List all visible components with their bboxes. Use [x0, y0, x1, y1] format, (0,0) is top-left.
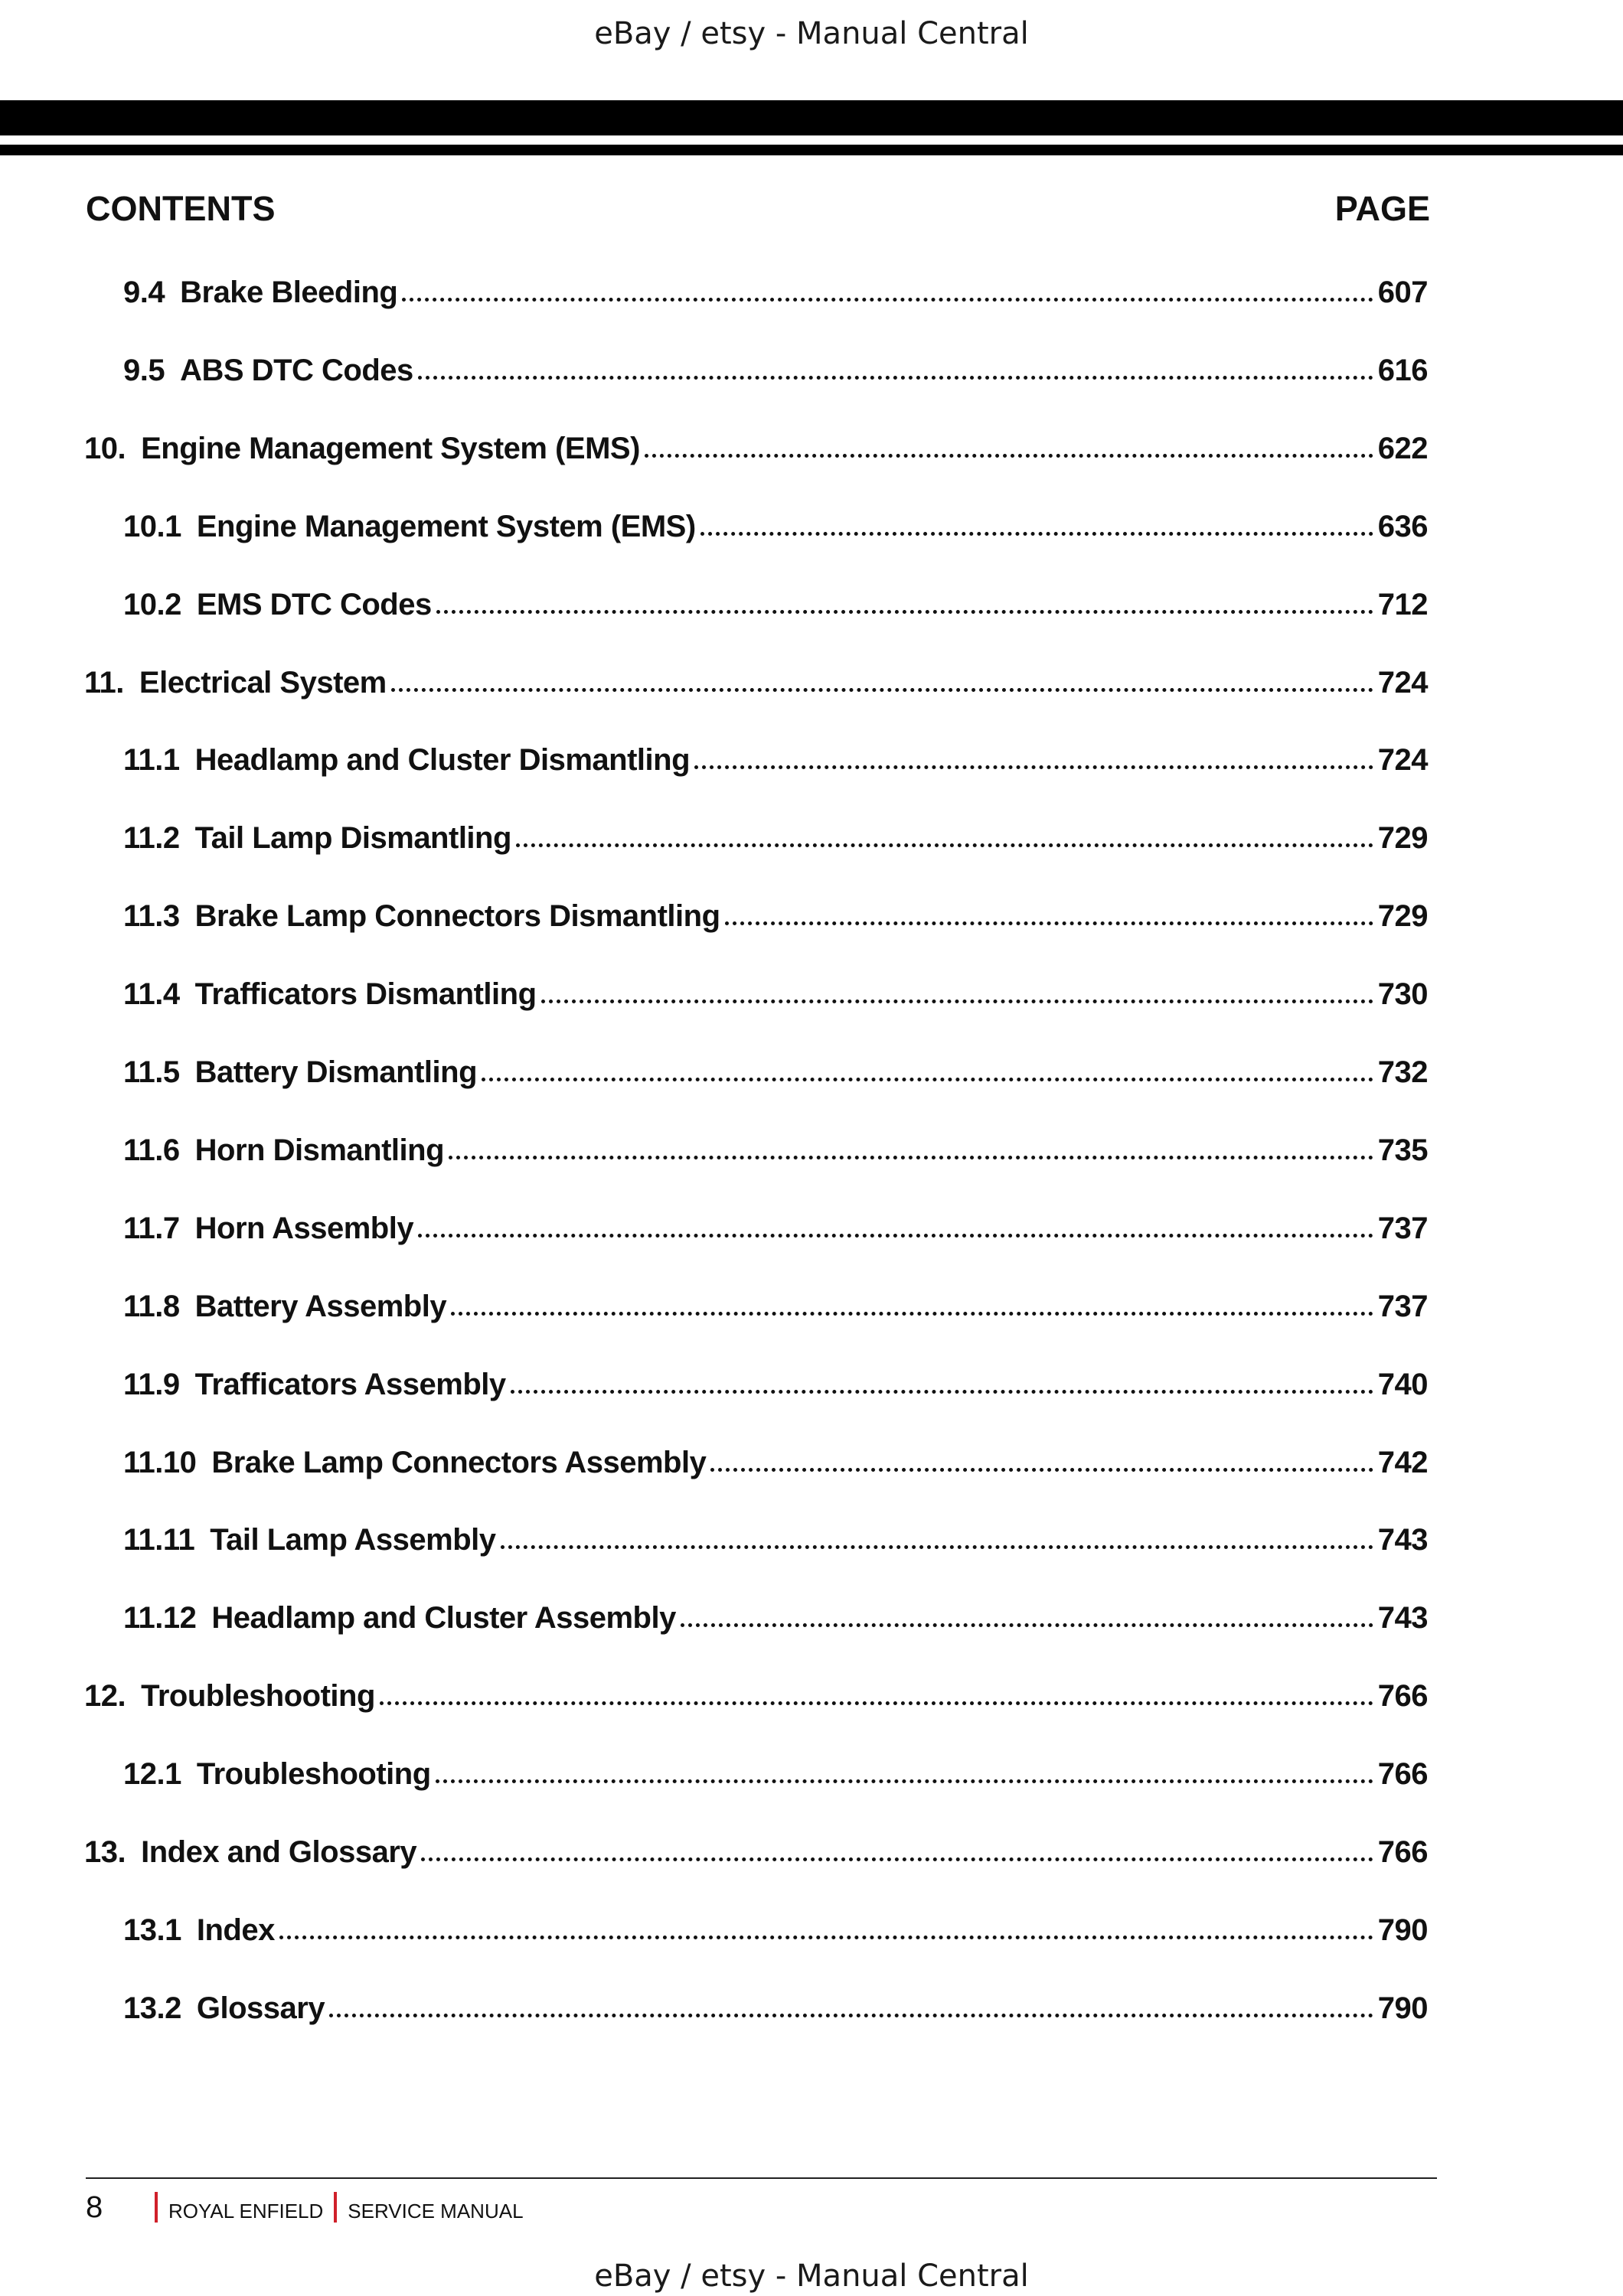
- toc-entry-number: 9.4: [123, 276, 165, 309]
- toc-entry-number: 11.8: [123, 1290, 180, 1323]
- contents-label: CONTENTS: [86, 189, 276, 228]
- toc-entry-title: Battery Dismantling: [194, 1055, 478, 1089]
- toc-entry-number: 11.10: [123, 1446, 197, 1479]
- toc-entry[interactable]: [84, 421, 1428, 464]
- toc-entry-page: 790: [1377, 1913, 1428, 1947]
- toc-entry-number: 10.1: [123, 510, 181, 543]
- toc-entry-number: 11.1: [123, 743, 180, 777]
- toc-entry-number: 11.3: [123, 899, 180, 933]
- toc-entry[interactable]: [123, 1435, 1428, 1478]
- toc-entry-page: 607: [1377, 276, 1428, 309]
- toc-entry-page: 732: [1377, 1055, 1428, 1089]
- toc-entry-title: Index: [196, 1913, 275, 1947]
- toc-entry-title: Tail Lamp Assembly: [210, 1523, 496, 1557]
- footer-page-number: 8: [86, 2190, 103, 2224]
- toc-leader-dots: [391, 685, 1373, 692]
- toc-entry-title: Brake Bleeding: [180, 276, 398, 309]
- toc-entry[interactable]: [123, 967, 1428, 1009]
- toc-entry-title: Electrical System: [139, 666, 387, 700]
- toc-entry-page: 790: [1377, 1991, 1428, 2025]
- toc-entry-title: Index and Glossary: [141, 1835, 417, 1869]
- toc-entry-number: 13.: [84, 1835, 126, 1869]
- toc-entry-page: 712: [1377, 588, 1428, 621]
- toc-entry[interactable]: [123, 265, 1428, 308]
- toc-entry-page: 616: [1377, 354, 1428, 387]
- toc-entry-title: Horn Dismantling: [194, 1133, 444, 1167]
- toc-leader-dots: [501, 1542, 1373, 1549]
- toc-entry[interactable]: [84, 1825, 1428, 1867]
- toc-entry[interactable]: [123, 1045, 1428, 1088]
- toc-entry[interactable]: [123, 810, 1428, 853]
- page-label: PAGE: [1334, 189, 1430, 228]
- toc-entry[interactable]: [123, 1903, 1428, 1945]
- toc-leader-dots: [694, 762, 1373, 769]
- toc-leader-dots: [380, 1698, 1373, 1705]
- toc-entry-title: ABS DTC Codes: [180, 354, 413, 387]
- toc-leader-dots: [511, 1387, 1373, 1394]
- toc-entry[interactable]: [123, 1357, 1428, 1400]
- toc-entry-number: 11.: [84, 666, 124, 700]
- watermark-top: eBay / etsy - Manual Central: [594, 16, 1029, 51]
- toc-leader-dots: [329, 2011, 1373, 2017]
- toc-entry-title: Engine Management System (EMS): [196, 510, 696, 543]
- watermark-bottom: eBay / etsy - Manual Central: [594, 2258, 1029, 2294]
- toc-leader-dots: [482, 1075, 1373, 1081]
- toc-entry-title: Troubleshooting: [141, 1679, 375, 1713]
- toc-leader-dots: [516, 840, 1373, 847]
- toc-entry[interactable]: [84, 1668, 1428, 1711]
- toc-entry-page: 735: [1377, 1133, 1428, 1167]
- toc-entry[interactable]: [123, 1981, 1428, 2024]
- toc-entry[interactable]: [123, 1279, 1428, 1322]
- footer-doc-type: SERVICE MANUAL: [348, 2200, 524, 2223]
- toc-leader-dots: [436, 1776, 1373, 1783]
- header-bar-thick: [0, 100, 1623, 135]
- toc-entry-page: 729: [1377, 821, 1428, 855]
- toc-entry-title: Trafficators Assembly: [194, 1368, 506, 1401]
- toc-entry-title: Brake Lamp Connectors Assembly: [211, 1446, 707, 1479]
- toc-entry-number: 11.7: [123, 1212, 180, 1245]
- toc-entry-number: 13.1: [123, 1913, 181, 1947]
- toc-leader-dots: [710, 1465, 1373, 1472]
- toc-entry-number: 10.: [84, 432, 126, 465]
- contents-header: [86, 191, 1430, 226]
- toc-entry-page: 730: [1377, 977, 1428, 1011]
- toc-entry[interactable]: [123, 343, 1428, 386]
- toc-entry[interactable]: [123, 1512, 1428, 1555]
- toc-entry-title: Engine Management System (EMS): [141, 432, 640, 465]
- toc-entry[interactable]: [84, 655, 1428, 698]
- toc-leader-dots: [541, 996, 1373, 1003]
- toc-entry-title: Glossary: [196, 1991, 325, 2025]
- toc-entry-number: 11.6: [123, 1133, 180, 1167]
- toc-entry-title: Trafficators Dismantling: [194, 977, 537, 1011]
- toc-leader-dots: [449, 1153, 1373, 1159]
- toc-entry-number: 13.2: [123, 1991, 181, 2025]
- page-footer: [86, 2184, 534, 2223]
- toc-entry-number: 11.12: [123, 1601, 197, 1635]
- toc-leader-dots: [645, 451, 1373, 458]
- toc-entry-page: 737: [1377, 1212, 1428, 1245]
- toc-entry-page: 737: [1377, 1290, 1428, 1323]
- toc-entry-page: 740: [1377, 1368, 1428, 1401]
- toc-entry-page: 743: [1377, 1523, 1428, 1557]
- toc-entry-number: 10.2: [123, 588, 181, 621]
- toc-entry-page: 724: [1377, 743, 1428, 777]
- toc-entry-page: 766: [1377, 1835, 1428, 1869]
- toc-entry[interactable]: [123, 499, 1428, 542]
- toc-entry-number: 11.2: [123, 821, 180, 855]
- toc-entry-title: EMS DTC Codes: [196, 588, 432, 621]
- toc-leader-dots: [700, 529, 1373, 536]
- toc-entry-page: 729: [1377, 899, 1428, 933]
- toc-entry[interactable]: [123, 1201, 1428, 1244]
- toc-entry-page: 743: [1377, 1601, 1428, 1635]
- toc-entry[interactable]: [123, 732, 1428, 775]
- toc-entry-page: 742: [1377, 1446, 1428, 1479]
- toc-entry[interactable]: [123, 889, 1428, 931]
- toc-entry-title: Troubleshooting: [196, 1757, 431, 1791]
- toc-leader-dots: [421, 1854, 1373, 1861]
- toc-entry-number: 11.4: [123, 977, 180, 1011]
- toc-entry-page: 724: [1377, 666, 1428, 700]
- toc-entry-number: 11.5: [123, 1055, 180, 1089]
- toc-entry-number: 12.1: [123, 1757, 181, 1791]
- toc-entry[interactable]: [123, 1123, 1428, 1166]
- toc-leader-dots: [681, 1620, 1373, 1627]
- toc-leader-dots: [418, 373, 1373, 380]
- toc-entry-title: Brake Lamp Connectors Dismantling: [194, 899, 720, 933]
- toc-leader-dots: [436, 607, 1373, 614]
- toc-entry-number: 11.9: [123, 1368, 180, 1401]
- toc-entry-title: Horn Assembly: [194, 1212, 414, 1245]
- toc-leader-dots: [725, 918, 1373, 925]
- toc-entry-title: Battery Assembly: [194, 1290, 447, 1323]
- toc-entry[interactable]: [123, 577, 1428, 620]
- toc-entry-title: Headlamp and Cluster Assembly: [211, 1601, 676, 1635]
- toc-entry-title: Tail Lamp Dismantling: [194, 821, 511, 855]
- toc-leader-dots: [418, 1231, 1373, 1238]
- toc-entry[interactable]: [123, 1590, 1428, 1633]
- header-bar-thin: [0, 145, 1623, 155]
- toc-entry-page: 766: [1377, 1757, 1428, 1791]
- toc-leader-dots: [402, 295, 1373, 302]
- toc-entry-page: 766: [1377, 1679, 1428, 1713]
- toc-leader-dots: [451, 1309, 1373, 1316]
- toc-entry-title: Headlamp and Cluster Dismantling: [194, 743, 690, 777]
- footer-separator: [155, 2192, 158, 2223]
- toc-entry-page: 636: [1377, 510, 1428, 543]
- toc-entry-page: 622: [1377, 432, 1428, 465]
- toc-entry-number: 9.5: [123, 354, 165, 387]
- footer-separator: [334, 2192, 337, 2223]
- toc-entry-number: 11.11: [123, 1523, 195, 1557]
- footer-rule: [86, 2177, 1437, 2179]
- toc-entry-number: 12.: [84, 1679, 126, 1713]
- footer-brand: ROYAL ENFIELD: [168, 2200, 324, 2223]
- toc-entry[interactable]: [123, 1746, 1428, 1789]
- toc-leader-dots: [279, 1932, 1373, 1939]
